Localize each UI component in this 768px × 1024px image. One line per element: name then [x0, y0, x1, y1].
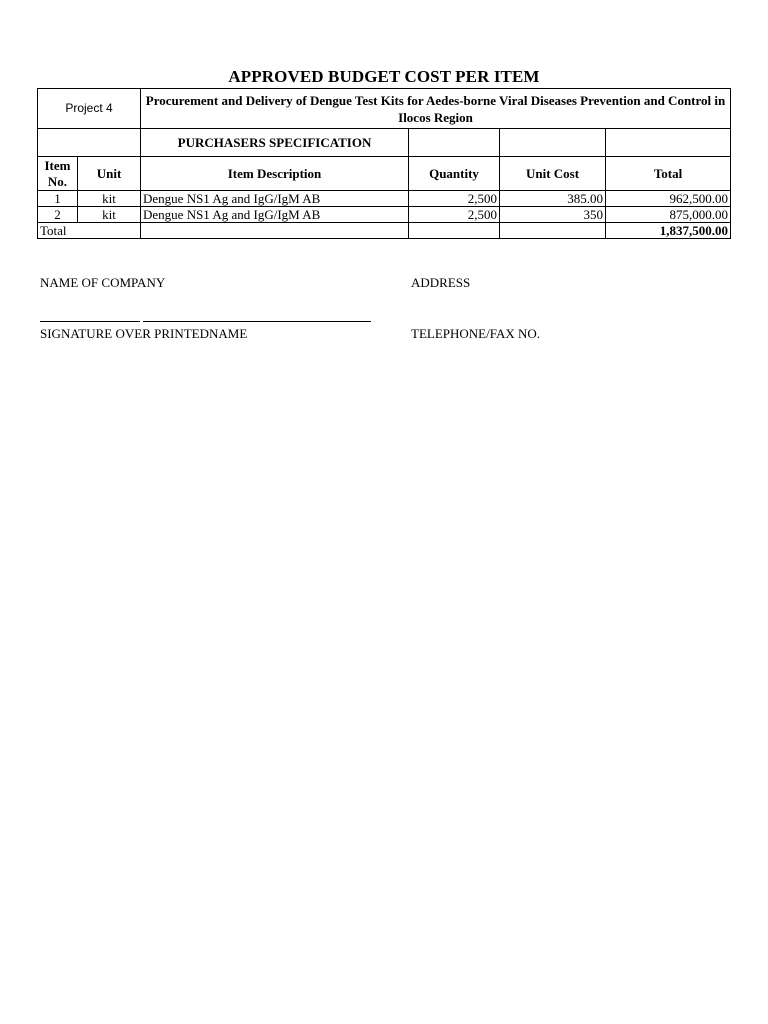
signature-label: SIGNATURE OVER PRINTEDNAME: [40, 326, 248, 341]
budget-table: [37, 88, 731, 239]
description-cell: Dengue NS1 Ag and IgG/IgM AB: [141, 207, 409, 223]
column-header-item-no: Item No.: [38, 157, 78, 191]
quantity-cell: 2,500: [409, 191, 500, 207]
spec-blank-cell: [606, 129, 731, 157]
blank-cell: [141, 223, 409, 239]
column-header-unit-cost: Unit Cost: [500, 157, 606, 191]
description-cell: Dengue NS1 Ag and IgG/IgM AB: [141, 191, 409, 207]
unit-cost-cell: 385.00: [500, 191, 606, 207]
signature-line: [143, 321, 371, 322]
table-row: [38, 191, 731, 207]
unit-cost-cell: 350: [500, 207, 606, 223]
company-name-label: NAME OF COMPANY: [40, 275, 166, 290]
grand-total-value: 1,837,500.00: [606, 223, 731, 239]
table-row: [38, 207, 731, 223]
column-header-unit: Unit: [78, 157, 141, 191]
blank-cell: [500, 223, 606, 239]
signature-line: [40, 321, 140, 322]
item-no-cell: 1: [38, 191, 78, 207]
total-cell: 962,500.00: [606, 191, 731, 207]
project-label: Project 4: [38, 89, 141, 129]
purchasers-specification-header: PURCHASERS SPECIFICATION: [141, 129, 409, 157]
column-header-row: [38, 157, 731, 191]
total-cell: 875,000.00: [606, 207, 731, 223]
unit-cell: kit: [78, 207, 141, 223]
grand-total-row: [38, 223, 731, 239]
column-header-description: Item Description: [141, 157, 409, 191]
item-no-cell: 2: [38, 207, 78, 223]
blank-cell: [409, 223, 500, 239]
quantity-cell: 2,500: [409, 207, 500, 223]
page-title: APPROVED BUDGET COST PER ITEM: [228, 67, 540, 86]
project-row: [38, 89, 731, 129]
spec-blank-cell: [38, 129, 141, 157]
telephone-fax-label: TELEPHONE/FAX NO.: [411, 326, 541, 341]
column-header-total: Total: [606, 157, 731, 191]
spec-blank-cell: [500, 129, 606, 157]
spec-blank-cell: [409, 129, 500, 157]
grand-total-label: Total: [38, 223, 141, 239]
unit-cell: kit: [78, 191, 141, 207]
address-label: ADDRESS: [411, 275, 471, 290]
project-description: Procurement and Delivery of Dengue Test Kits for Aedes-borne Viral Diseases Prevention and Control in Ilocos Region: [141, 89, 731, 129]
column-header-quantity: Quantity: [409, 157, 500, 191]
spec-row: [38, 129, 731, 157]
